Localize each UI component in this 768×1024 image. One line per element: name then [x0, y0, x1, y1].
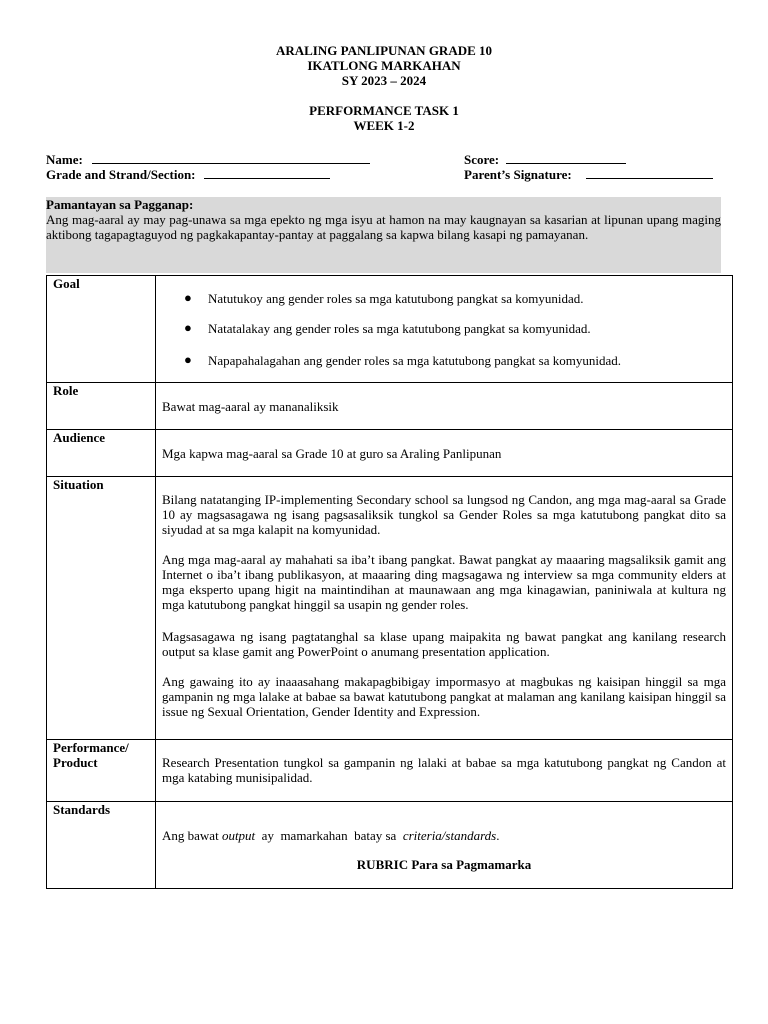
signature-blank[interactable]: [586, 166, 713, 179]
score-label: Score:: [464, 152, 500, 167]
table-row-audience: [47, 430, 733, 477]
performance-standard-title: Pamantayan sa Pagganap:: [46, 197, 194, 212]
table-row-situation: [47, 477, 733, 740]
grade-section-label: Grade and Strand/Section:: [46, 167, 196, 182]
goal-label: Goal: [47, 276, 156, 383]
standards-content: [156, 802, 733, 889]
week-label: WEEK 1-2: [353, 118, 415, 133]
quarter-title: IKATLONG MARKAHAN: [307, 58, 461, 73]
name-blank[interactable]: [92, 151, 370, 164]
situation-paragraph: Ang gawaing ito ay inaaasahang makapagbibigay impormasyo at magbukas ng kaisipan hinggil sa mga gampanin ng mga lalake at babae sa bawat katutubong pangkat at malaman ang kanilang kaisipan hinggil sa issue ng Sexual Orientation, Gender Identity and Expression.: [162, 674, 726, 719]
score-blank[interactable]: [506, 151, 626, 164]
grade-section-blank[interactable]: [204, 166, 330, 179]
bullet-icon: ●: [184, 290, 192, 305]
grasps-table: [46, 275, 733, 889]
role-text: Bawat mag-aaral ay mananaliksik: [162, 399, 339, 414]
school-year: SY 2023 – 2024: [341, 73, 427, 88]
product-label: Performance/ Product: [47, 740, 156, 802]
standards-text: Ang bawat output ay mamarkahan batay sa criteria/standards.: [162, 828, 500, 843]
student-fields: [46, 151, 736, 181]
product-text: Research Presentation tungkol sa gampanin ng lalaki at babae sa mga katutubong pangkat ng Candon at mga katabing munisipalidad.: [162, 755, 726, 785]
performance-standard-box: [46, 197, 721, 273]
grade-section-field[interactable]: [46, 166, 330, 182]
audience-label: Audience: [47, 430, 156, 477]
audience-content: [156, 430, 733, 477]
role-label: Role: [47, 383, 156, 430]
situation-paragraph: Bilang natatanging IP-implementing Secondary school sa lungsod ng Candon, ang mga mag-aaral sa Grade 10 ay magsasagawa ng isang pagsasaliksik tungkol sa Gender Roles sa mga katutubong pangkat dito sa siyudad at sa mga kalapit na komyunidad.: [162, 492, 726, 537]
goal-item: ● Napapahalagahan ang gender roles sa mga katutubong pangkat sa komyunidad.: [184, 352, 621, 368]
goal-item: ● Natutukoy ang gender roles sa mga katutubong pangkat sa komyunidad.: [184, 290, 584, 306]
table-row-product: [47, 740, 733, 802]
product-content: [156, 740, 733, 802]
role-content: [156, 383, 733, 430]
document-header: [0, 43, 768, 133]
bullet-icon: ●: [184, 320, 192, 335]
name-field[interactable]: [46, 151, 370, 167]
score-field[interactable]: [464, 151, 626, 167]
situation-paragraph: Ang mga mag-aaral ay mahahati sa iba’t ibang pangkat. Bawat pangkat ay maaaring magsaliksik gamit ang Internet o iba’t ibang publikasyon, at maaaring ding magsagawa ng interview sa mga community elders at mga eksperto upang higit na maintindihan at maunawaan ang mga kinagawian, paniniwala at kultura ng mga katutubong pangkat hinggil sa usapin ng gender roles.: [162, 552, 726, 612]
bullet-icon: ●: [184, 352, 192, 367]
situation-paragraph: Magsasagawa ng isang pagtatanghal sa klase upang maipakita ng bawat pangkat ang kanilang research output sa klase gamit ang PowerPoint o anumang presentation application.: [162, 629, 726, 659]
audience-text: Mga kapwa mag-aaral sa Grade 10 at guro sa Araling Panlipunan: [162, 446, 502, 461]
standards-label: Standards: [47, 802, 156, 889]
situation-label: Situation: [47, 477, 156, 740]
goal-content: [156, 276, 733, 383]
goal-item: ● Natatalakay ang gender roles sa mga katutubong pangkat sa komyunidad.: [184, 320, 591, 336]
signature-label: Parent’s Signature:: [464, 167, 572, 182]
task-title: PERFORMANCE TASK 1: [309, 103, 459, 118]
table-row-goal: [47, 276, 733, 383]
table-row-standards: [47, 802, 733, 889]
performance-standard-text: Ang mag-aaral ay may pag-unawa sa mga epekto ng mga isyu at hamon na may kaugnayan sa kasarian at lipunan upang maging aktibong tagapagtaguyod ng pagkakapantay-pantay at paggalang sa kapwa bilang kasapi ng pamayanan.: [46, 212, 721, 242]
signature-field[interactable]: [464, 166, 713, 182]
rubric-title: RUBRIC Para sa Pagmamarka: [356, 857, 532, 872]
name-label: Name:: [46, 152, 83, 167]
situation-content: [156, 477, 733, 740]
subject-title: ARALING PANLIPUNAN GRADE 10: [275, 43, 493, 58]
goal-list: [162, 291, 726, 368]
table-row-role: [47, 383, 733, 430]
